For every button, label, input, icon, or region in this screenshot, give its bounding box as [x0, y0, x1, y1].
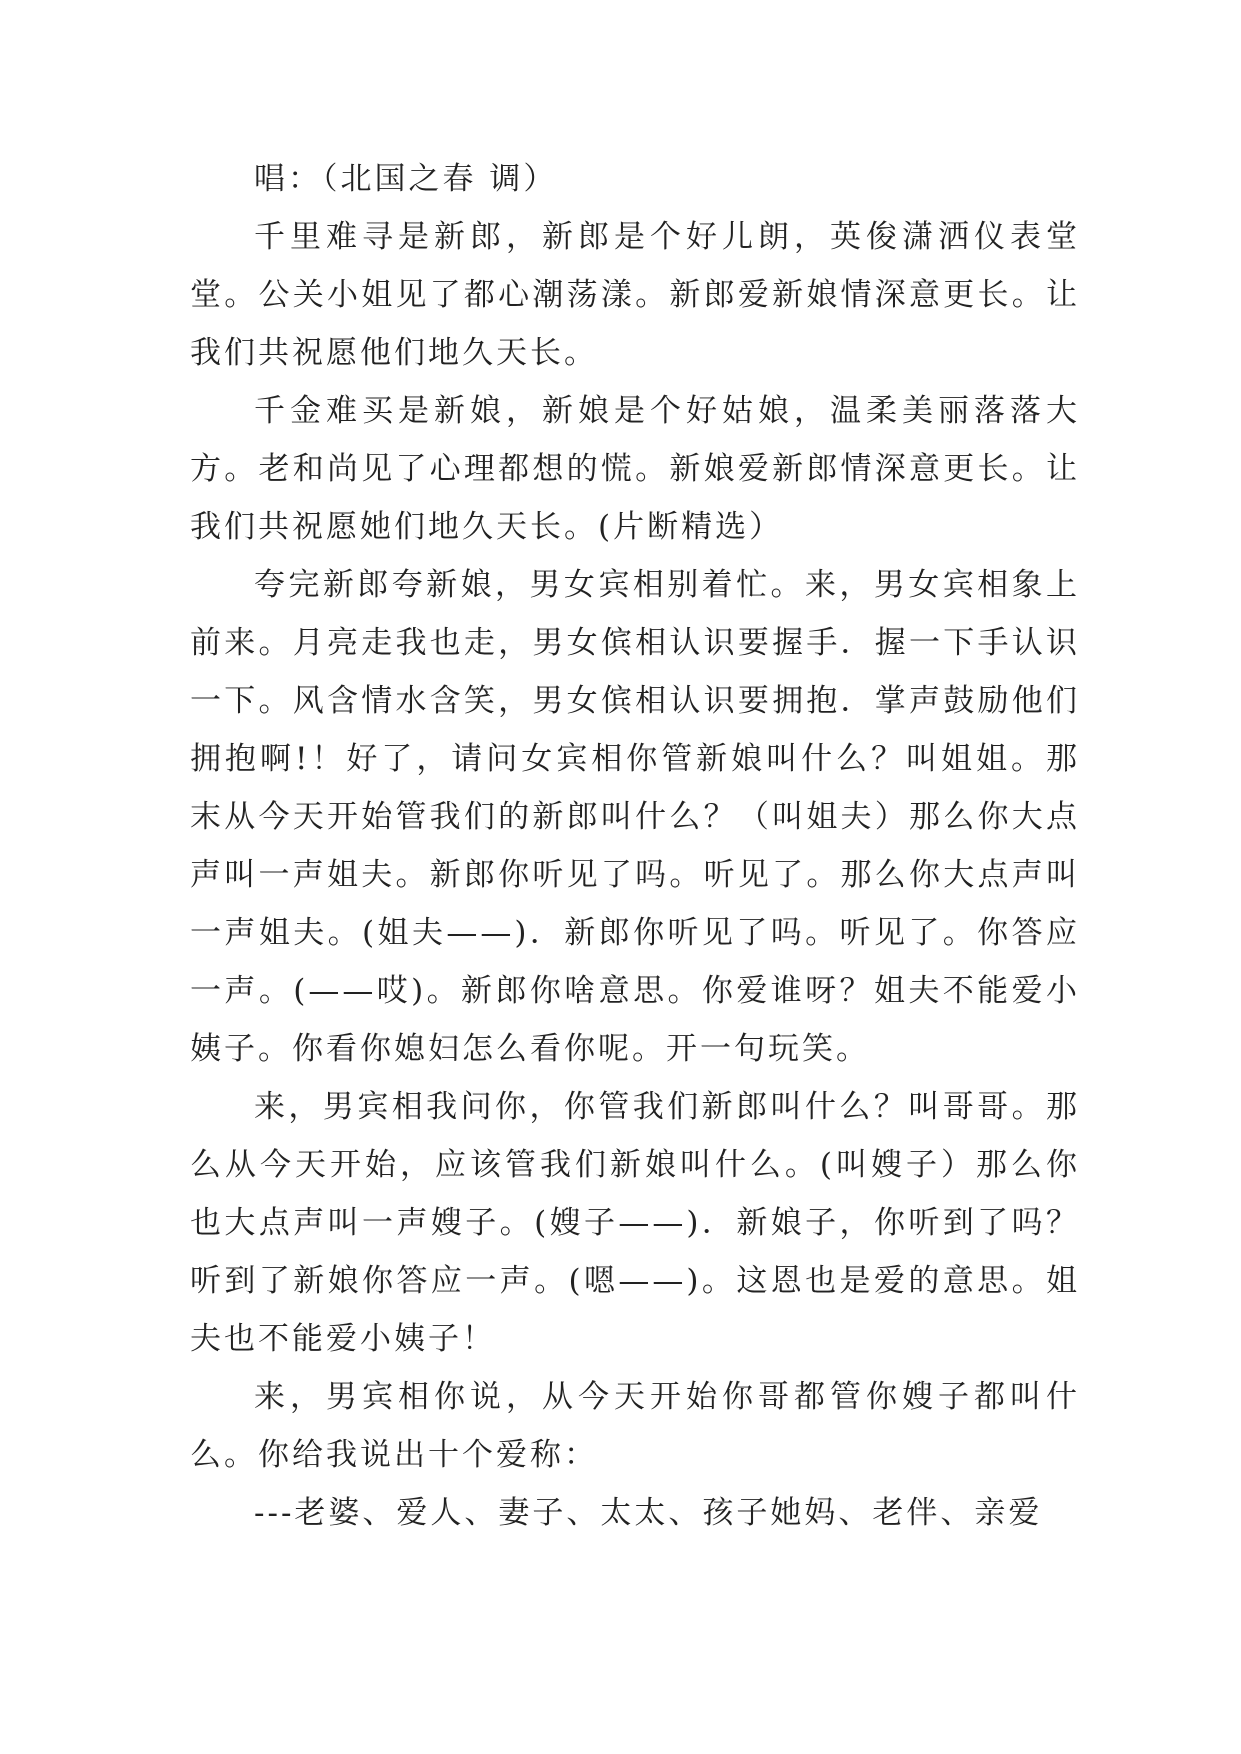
- paragraph-nickname-request: 来，男宾相你说，从今天开始你哥都管你嫂子都叫什么。你给我说出十个爱称：: [190, 1379, 1080, 1473]
- paragraph-bridesmaid-game: 夸完新郎夸新娘，男女宾相别着忙。来，男女宾相象上前来。月亮走我也走，男女傧相认识要握手．握一下手认识一下。风含情水含笑，男女傧相认识要拥抱．掌声鼓励他们拥抱啊!！好了，请问女宾相你管新娘叫什么？叫姐姐。那末从今天开始管我们的新郎叫什么？（叫姐夫）那么你大点声叫一声姐夫。新郎你听见了吗。听见了。那么你大点声叫一声姐夫。(姐夫——)．新郎你听见了吗。听见了。你答应一声。(——哎)。新郎你啥意思。你爱谁呀？姐夫不能爱小姨子。你看你媳妇怎么看你呢。开一句玩笑。: [190, 567, 1080, 1067]
- paragraph-groomsman-game: 来，男宾相我问你，你管我们新郎叫什么？叫哥哥。那么从今天开始，应该管我们新娘叫什么。(叫嫂子）那么你也大点声叫一声嫂子。(嫂子——)．新娘子，你听到了吗？听到了新娘你答应一声。(嗯——)。这恩也是爱的意思。姐夫也不能爱小姨子！: [190, 1089, 1080, 1357]
- paragraph-nickname-list: ---老婆、爱人、妻子、太太、孩子她妈、老伴、亲爱: [254, 1495, 1043, 1531]
- paragraph-song-tune: 唱：（北国之春 调）: [254, 161, 558, 197]
- paragraph-groom-verse: 千里难寻是新郎，新郎是个好儿朗，英俊潇洒仪表堂堂。公关小姐见了都心潮荡漾。新郎爱新娘情深意更长。让我们共祝愿他们地久天长。: [190, 219, 1080, 371]
- document-page: [190, 150, 1080, 1542]
- paragraph-bride-verse: 千金难买是新娘，新娘是个好姑娘，温柔美丽落落大方。老和尚见了心理都想的慌。新娘爱新郎情深意更长。让我们共祝愿她们地久天长。(片断精选）: [190, 393, 1080, 545]
